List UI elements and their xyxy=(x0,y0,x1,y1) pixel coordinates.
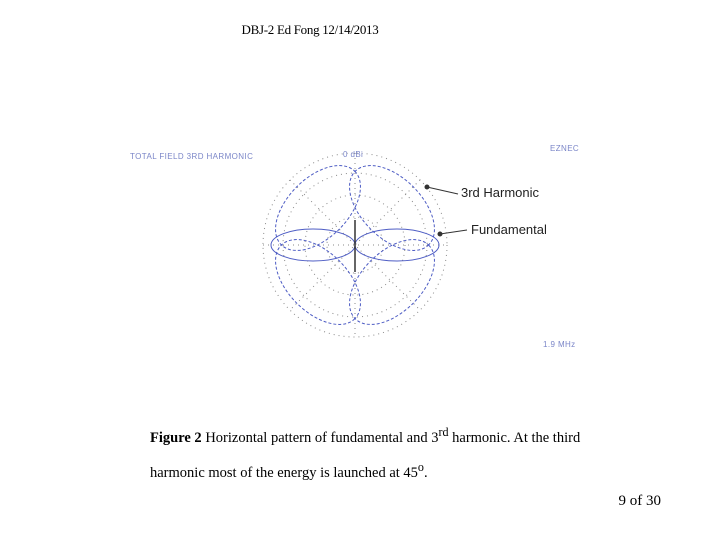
page-total: 30 xyxy=(646,493,661,509)
figure-caption xyxy=(150,418,620,488)
caption-text-3: . xyxy=(423,464,428,481)
caption-text-1: Horizontal pattern of fundamental and 3 xyxy=(201,429,439,446)
page-current: 9 xyxy=(618,493,626,509)
plot-top-label: 0 dBi xyxy=(343,150,364,159)
callout-third-harmonic: 3rd Harmonic xyxy=(461,185,540,200)
page-of-label: of xyxy=(629,493,643,509)
caption-superscript: rd xyxy=(438,425,449,439)
figure-label: Figure 2 xyxy=(150,429,202,446)
plot-brand-label: EZNEC xyxy=(550,144,580,153)
page-header: DBJ-2 Ed Fong 12/14/2013 xyxy=(241,22,379,37)
caption-degree: o xyxy=(417,459,424,474)
polar-pattern-plot xyxy=(125,140,585,355)
antenna-pattern-figure xyxy=(125,140,585,355)
plot-frequency-label: 1.9 MHz xyxy=(543,340,576,349)
caption-text-2: harmonic. At the third harmonic most of the energy is launched at 45 xyxy=(150,429,581,481)
callout-fundamental: Fundamental xyxy=(471,222,547,237)
page-number xyxy=(619,493,662,510)
plot-left-title: TOTAL FIELD 3RD HARMONIC xyxy=(130,152,254,161)
